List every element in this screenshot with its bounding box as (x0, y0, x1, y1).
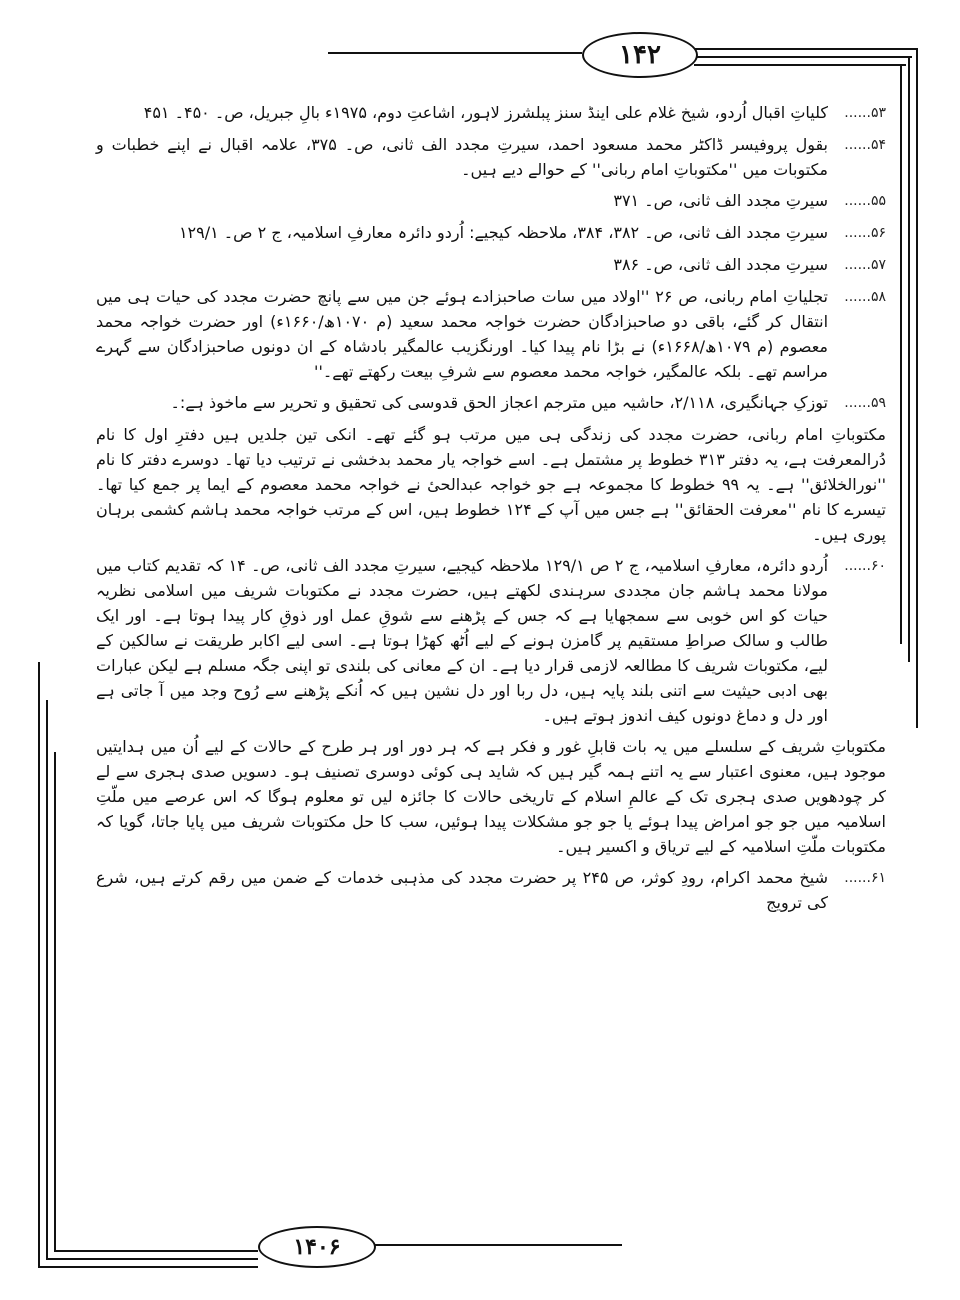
frame-right-line-1 (916, 48, 918, 728)
footnote-number: ۵۳...... (844, 105, 886, 121)
footnote-text: سیرتِ مجدد الف ثانی، ص۔ ۳۸۲، ۳۸۴، ملاحظہ کیجیے: اُردو دائرہ معارفِ اسلامیہ، ج ۲ ص۔ ۱۲۹/۱ (178, 223, 828, 242)
frame-bottom-line-3 (54, 1250, 258, 1252)
frame-bottom-line-1 (38, 1266, 258, 1268)
footnote-number: ۶۰...... (844, 558, 886, 574)
frame-top-line-3 (694, 64, 906, 66)
frame-bottom-right-line (372, 1244, 622, 1246)
frame-left-line-1 (38, 662, 40, 1268)
footnote-57 (96, 252, 886, 278)
footnote-number: ۵۴...... (844, 137, 886, 153)
footnote-number: ۵۵...... (844, 193, 886, 209)
frame-bottom-line-2 (46, 1258, 258, 1260)
page-number-top: ۱۴۲ (582, 32, 698, 78)
frame-top-line-1 (694, 48, 918, 50)
footnotes-body (96, 100, 886, 921)
frame-left-line-3 (54, 752, 56, 1252)
footnote-text: کلیاتِ اقبال اُردو، شیخ غلام علی اینڈ سنز پبلشرز لاہور، اشاعتِ دوم، ۱۹۷۵ء بالِ جبریل، ص۔ ۴۵۰۔ ۴۵۱ (143, 103, 828, 122)
frame-right-line-2 (908, 56, 910, 662)
frame-right-line-3 (900, 64, 902, 644)
footnote-55 (96, 188, 886, 214)
footnote-53 (96, 100, 886, 126)
footnote-number: ۵۹...... (844, 395, 886, 411)
footnote-number: ۵۸...... (844, 289, 886, 305)
footnote-number: ۶۱...... (844, 870, 886, 886)
frame-left-line-2 (46, 700, 48, 1260)
footnote-text: سیرتِ مجدد الف ثانی، ص۔ ۳۷۱ (613, 191, 828, 210)
paragraph-text: مکتوباتِ شریف کے سلسلے میں یہ بات قابلِ غور و فکر ہے کہ ہر دور اور ہر طرح کے حالات کے لیے اُن میں ہدایتیں موجود ہیں، معنوی اعتبار سے یہ اتنے ہمہ گیر ہیں کہ شاید ہی کوئی دوسری تصنیف ہو۔ دسویں صدی ہجری سے لے کر چودھویں صدی ہجری تک کے عالمِ اسلام کے تاریخی حالات کا جائزہ لیں تو معلوم ہوگا کہ اس عرصے میں ملّتِ اسلامیہ میں جو جو امراض پیدا ہوئے یا جو جو مشکلات پیدا ہوئیں، سب کا حل مکتوبات شریف میں پایا جاتا، گویا کہ مکتوبات ملّتِ اسلامیہ کے لیے تریاق و اکسیر ہیں۔ (96, 737, 886, 856)
footnote-59-paragraph (96, 422, 886, 547)
footnote-text: سیرتِ مجدد الف ثانی، ص۔ ۳۸۶ (613, 255, 828, 274)
footnote-56 (96, 220, 886, 246)
paragraph-text: مکتوباتِ امام ربانی، حضرت مجدد کی زندگی ہی میں مرتب ہو گئے تھے۔ انکی تین جلدیں ہیں دفترِ اول کا نام دُرالمعرفت ہے، یہ دفتر ۳۱۳ خطوط پر مشتمل ہے۔ اسے خواجہ یار محمد بدخشی نے ترتیب دیا تھا۔ دوسرے دفتر کا نام ''نورالخلائق'' ہے۔ یہ ۹۹ خطوط کا مجموعہ ہے جو خواجہ عبدالحیٔ نے خواجہ محمد معصوم کے ایما پر جمع کیا تھا۔ تیسرے کا نام ''معرفت الحقائق'' ہے جس میں آپ کے ۱۲۴ خطوط ہیں، اس کے مرتب خواجہ محمد ہاشم کشمی برہان پوری ہیں۔ (96, 425, 887, 544)
footnote-number: ۵۶...... (844, 225, 886, 241)
footnote-text: شیخ محمد اکرام، رودِ کوثر، ص ۲۴۵ پر حضرت مجدد کی مذہبی خدمات کے ضمن میں رقم کرتے ہیں، شرع کی ترویج (96, 868, 828, 912)
footnote-text: تجلیاتِ امام ربانی، ص ۲۶ ''اولاد میں سات صاحبزادے ہوئے جن میں سے پانچ حضرت مجدد کی حیات ہی میں انتقال کر گئے، باقی دو صاحبزادگان حضرت خواجہ محمد سعید (م ۱۰۷۰ھ/۱۶۶۰ء) اور حضرت خواجہ محمد معصوم (م ۱۰۷۹ھ/۱۶۶۸ء) نے بڑا نام پیدا کیا۔ اورنگزیب عالمگیر بادشاہ کے ان دونوں صاحبزادگان سے گہرے مراسم تھے۔ بلکہ عالمگیر، خواجہ محمد معصوم سے شرفِ بیعت رکھتے تھے۔'' (96, 287, 829, 381)
footnote-58 (96, 284, 886, 384)
footnote-60 (96, 553, 886, 728)
footnote-number: ۵۷...... (844, 257, 886, 273)
footnote-text: توزکِ جہانگیری، ۲/۱۱۸، حاشیہ میں مترجم اعجاز الحق قدوسی کی تحقیق و تحریر سے ماخوذ ہے:۔ (170, 393, 828, 412)
footnote-text: اُردو دائرہ، معارفِ اسلامیہ، ج ۲ ص ۱۲۹/۱ ملاحظہ کیجیے، سیرتِ مجدد الف ثانی، ص۔ ۱۴ کہ تقدیم کتاب میں مولانا محمد ہاشم جان مجددی سرہندی لکھتے ہیں، حضرت مجدد نے مکتوبات شریف میں اسلامی نظریہ حیات کو اس خوبی سے سمجھایا ہے کہ جس کے پڑھنے سے شوقِ عمل اور ذوقِ کار پیدا ہوتا ہے۔ اور ایک طالب و سالک صراطِ مستقیم پر گامزن ہونے کے لیے اُٹھ کھڑا ہوتا ہے۔ اسی لیے اکابر طریقت نے سالکین کے لیے، مکتوبات شریف کا مطالعہ لازمی قرار دیا ہے۔ ان کے معانی کی بلندی تو اپنی جگہ مسلم ہے لیکن عبارات بھی ادبی حیثیت سے اتنی بلند پایہ ہیں، دل ربا اور دل نشین ہیں کہ اُنکے پڑھنے سے رُوح وجد میں آ جاتی ہے اور دل و دماغ دونوں کیف اندوز ہوتے ہیں۔ (96, 556, 829, 725)
frame-top-line-2 (694, 56, 912, 58)
page-number-bottom: ۱۴۰۶ (258, 1226, 376, 1268)
footnote-54 (96, 132, 886, 182)
footnote-59 (96, 390, 886, 416)
footnote-60-paragraph (96, 734, 886, 859)
footnote-61 (96, 865, 886, 915)
footnote-text: بقول پروفیسر ڈاکٹر محمد مسعود احمد، سیرتِ مجدد الف ثانی، ص۔ ۳۷۵، علامہ اقبال نے اپنے خطبات و مکتوبات میں ''مکتوباتِ امام ربانی'' کے حوالے دیے ہیں۔ (96, 135, 828, 179)
frame-top-left-line (328, 52, 582, 54)
